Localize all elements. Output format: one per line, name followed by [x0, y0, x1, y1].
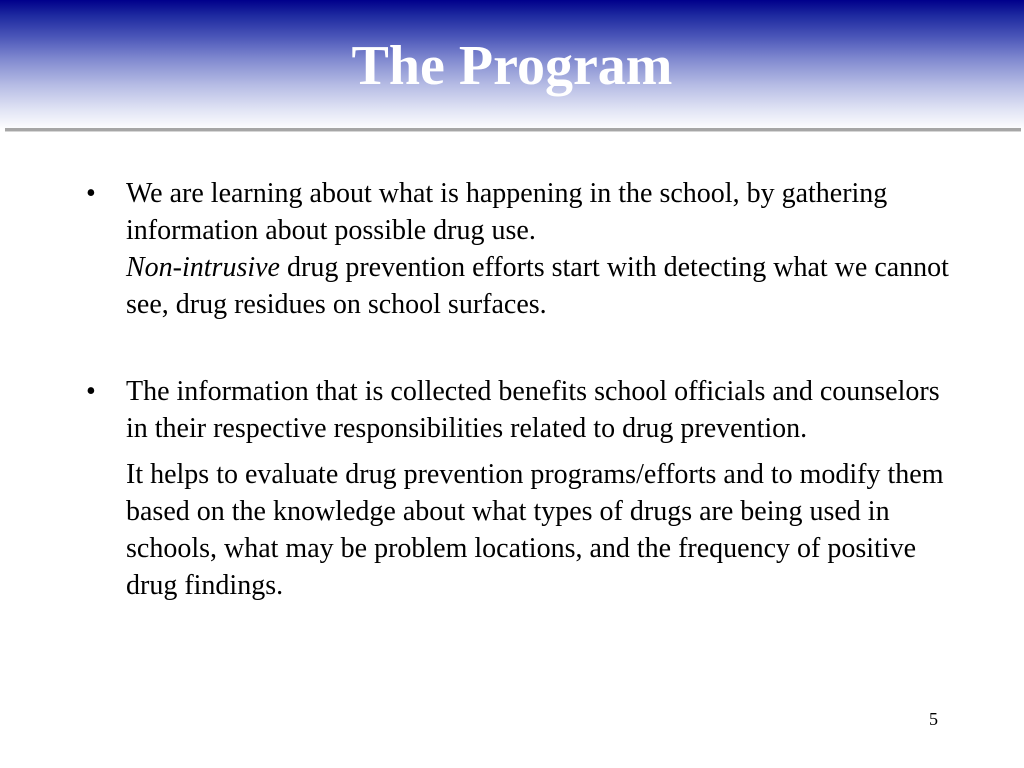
bullet-icon: •	[86, 376, 96, 407]
title-divider	[5, 128, 1021, 132]
bullet-item	[86, 175, 956, 323]
slide-body	[86, 175, 956, 604]
bullet-continuation-text: drug prevention efforts start with detecting what we cannot see, drug residues on school surfaces.	[126, 252, 949, 320]
bullet-paragraph	[126, 175, 956, 323]
slide-number: 5	[929, 709, 938, 729]
slide-title: The Program	[351, 35, 673, 97]
bullet-text: We are learning about what is happening in the school, by gathering information about possible drug use.	[126, 178, 888, 246]
bullet-paragraph	[126, 373, 956, 447]
bullet-text: The information that is collected benefits school officials and counselors in their respective responsibilities related to drug prevention.	[126, 376, 940, 444]
emphasis-text: Non-intrusive	[126, 252, 280, 283]
bullet-icon: •	[86, 178, 96, 209]
bullet-item	[86, 373, 956, 447]
sub-paragraph: It helps to evaluate drug prevention programs/efforts and to modify them based on the knowledge about what types of drugs are being used in schools, what may be problem locations, and the frequency of positive drug findings.	[126, 459, 944, 601]
